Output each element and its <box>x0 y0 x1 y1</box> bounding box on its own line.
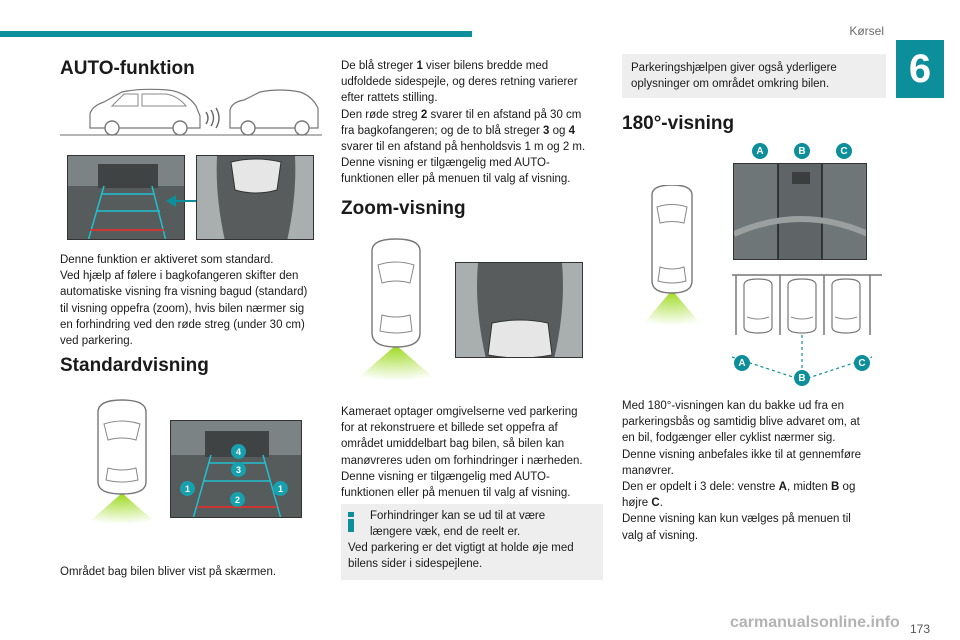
zoom-text-line: manøvreres uden om forhindringer i nærheden. <box>341 454 583 467</box>
info-icon <box>348 512 354 532</box>
zoom-text-line: Denne visning er tilgængelig med AUTO- <box>341 470 550 483</box>
intro-line: fra bagkofangeren; og de to blå streger 3 og 4 <box>341 124 576 137</box>
180-text-line: Med 180°-visningen kan du bakke ud fra en <box>622 400 844 412</box>
zoom-text-line: området umiddelbart bag bilen, så bilen kan <box>341 438 565 451</box>
standard-view-car-topdown <box>74 398 170 528</box>
info-line: bilens sider i sidespejlene. <box>348 558 483 570</box>
watermark: carmanualsonline.info <box>730 614 900 631</box>
180-text-line: en bil, fodgænger eller cyklist nærmer sig. <box>622 432 836 445</box>
auto-text-line: automatiske visning fra visning bagud (standard) <box>60 286 308 299</box>
number-badge: 1 <box>273 481 288 496</box>
standard-view-text: Området bag bilen bliver vist på skærmen. <box>60 566 277 578</box>
auto-text-line: Ved hjælp af følere i bagkofangeren skifter den <box>60 270 299 283</box>
intro-line: Den røde streg 2 svarer til en afstand på 30 cm <box>341 108 582 121</box>
180-text-line: Denne visning kan kun vælges på menuen til <box>622 513 851 526</box>
letter-badge-c: C <box>854 355 870 371</box>
intro-line: Denne visning er tilgængelig med AUTO- <box>341 157 550 170</box>
section-label: Kørsel <box>849 24 884 38</box>
auto-function-heading: AUTO-funktion <box>60 58 195 79</box>
auto-function-car-illustration <box>60 82 322 140</box>
letter-badge-a: A <box>734 355 750 371</box>
page-number: 173 <box>909 622 930 636</box>
info-line: Forhindringer kan se ud til at være <box>370 510 546 522</box>
180-split-line: højre C. <box>622 497 663 510</box>
auto-text-line: en forhindring ved den røde streg (under 30 cm) <box>60 318 305 331</box>
intro-line: De blå streger 1 viser bilens bredde med <box>341 60 549 72</box>
zoom-text-line: Kameraet optager omgivelserne ved parkering <box>341 406 578 418</box>
intro-line: svarer til en afstand på henholdsvis 1 m og 2 m. <box>341 141 586 154</box>
number-badge: 3 <box>231 462 246 477</box>
letter-badge-b: B <box>794 143 810 159</box>
intro-line: funktionen eller på menuen til valg af visning. <box>341 173 571 186</box>
180-split-line: Den er opdelt i 3 dele: venstre A, midten B og <box>622 481 856 494</box>
intro-line: udfoldede sidespejle, og deres retning varierer <box>341 76 578 89</box>
auto-text-line: Denne funktion er aktiveret som standard. <box>60 254 274 266</box>
note-line: Parkeringshjælpen giver også yderligere <box>631 62 837 74</box>
auto-text-line: ved parkering. <box>60 335 133 348</box>
info-line: Ved parkering er det vigtigt at holde øje med <box>348 542 574 554</box>
letter-badge-b: B <box>794 370 810 386</box>
180-text-line: manøvrer. <box>622 464 674 477</box>
letter-badge-c: C <box>836 143 852 159</box>
note-line: oplysninger om området omkring bilen. <box>631 78 830 90</box>
zoom-view-car-topdown <box>344 235 444 385</box>
number-badge: 4 <box>231 444 246 459</box>
180-view-heading: 180°-visning <box>622 113 735 134</box>
180-view-parking-illustration <box>632 185 882 385</box>
info-box <box>341 504 603 580</box>
180-text-line: Denne visning anbefales ikke til at gennemføre <box>622 448 862 461</box>
zoom-text-line: funktionen eller på menuen til valg af visning. <box>341 487 571 500</box>
info-line: længere væk, end de reelt er. <box>370 526 521 538</box>
zoom-view-heading: Zoom-visning <box>341 198 466 219</box>
number-badge: 2 <box>230 492 245 507</box>
top-view-zoom-photo <box>196 155 314 240</box>
auto-text-line: til visning oppefra (zoom), hvis bilen nærmer sig <box>60 302 305 315</box>
letter-badge-a: A <box>752 143 768 159</box>
number-badge: 1 <box>180 481 195 496</box>
180-text-line: valg af visning. <box>622 529 699 542</box>
header-accent-bar <box>0 31 472 37</box>
note-box <box>622 54 886 98</box>
standard-view-heading: Standardvisning <box>60 355 209 376</box>
chapter-number-tab: 6 <box>896 40 944 98</box>
180-text-line: parkeringsbås og samtidig blive advaret om, at <box>622 416 860 429</box>
zoom-view-camera-photo <box>455 262 583 358</box>
zoom-text-line: for at rekonstruere et billede set oppefra af <box>341 422 558 435</box>
intro-line: efter rattets stilling. <box>341 92 438 105</box>
